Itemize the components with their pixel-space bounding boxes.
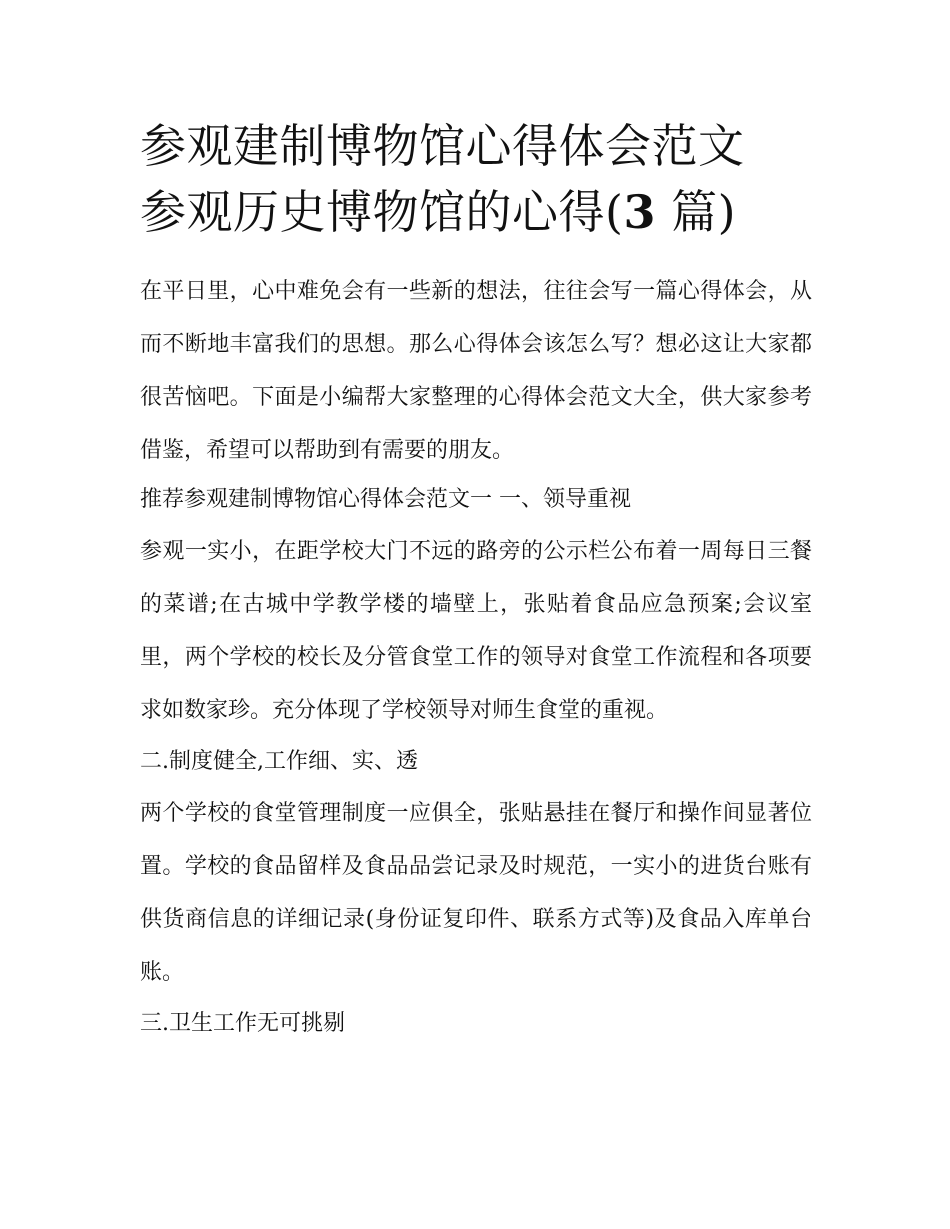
section-heading-1: 推荐参观建制博物馆心得体会范文一 一、领导重视 xyxy=(140,487,631,512)
intro-paragraph: 在平日里，心中难免会有一些新的想法，往往会写一篇心得体会，从而不断地丰富我们的思想。那么心得体会该怎么写？想必这让大家都很苦恼吧。下面是小编帮大家整理的心得体会范文大全，供大家参考借鉴，希望可以帮助到有需要的朋友。 xyxy=(140,279,812,463)
section-heading-2: 二.制度健全,工作细、实、透 xyxy=(140,749,418,774)
section-paragraph-1: 参观一实小，在距学校大门不远的路旁的公示栏公布着一周每日三餐的菜谱;在古城中学教学楼的墙壁上，张贴着食品应急预案;会议室里，两个学校的校长及分管食堂工作的领导对食堂工作流程和各项要求如数家珍。充分体现了学校领导对师生食堂的重视。 xyxy=(140,539,812,723)
title-line-1: 参观建制博物馆心得体会范文 xyxy=(140,119,745,173)
document-content xyxy=(140,113,812,1049)
title-line-2-prefix: 参观历史博物馆的心得( xyxy=(140,185,624,239)
title-line-2-number: 3 xyxy=(623,185,656,239)
section-paragraph-2: 两个学校的食堂管理制度一应俱全，张贴悬挂在餐厅和操作间显著位置。学校的食品留样及食品品尝记录及时规范，一实小的进货台账有供货商信息的详细记录(身份证复印件、联系方式等)及食品入库单台账。 xyxy=(140,801,812,985)
document-body xyxy=(140,265,812,1049)
title-line-2-suffix: 篇) xyxy=(655,185,737,239)
document-title xyxy=(140,113,812,245)
title-line-2 xyxy=(140,179,812,245)
section-heading-3: 三.卫生工作无可挑剔 xyxy=(140,1011,345,1036)
